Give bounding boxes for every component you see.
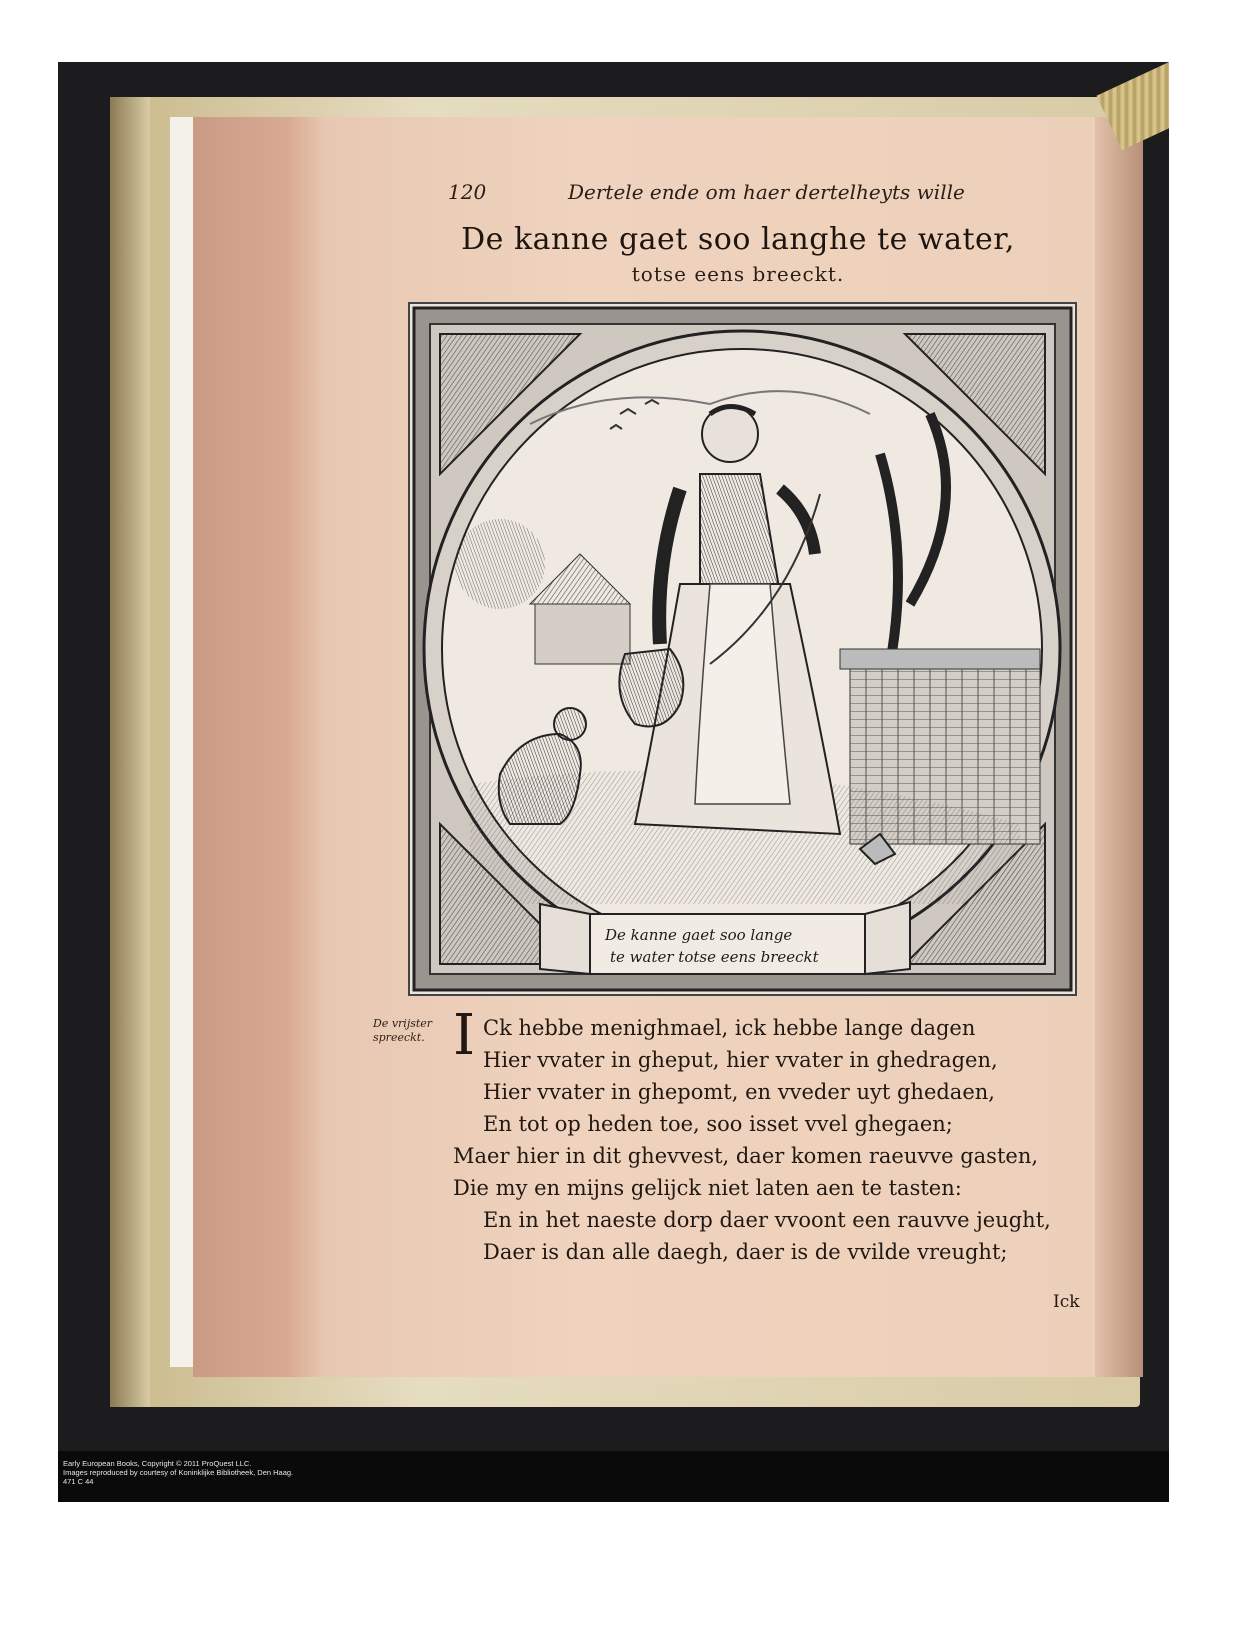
book-scan [58, 62, 1169, 1451]
page-edge [1095, 117, 1143, 1377]
poem-line: Daer is dan alle daegh, daer is de vvilde vreught; [483, 1240, 1008, 1264]
emblem-title: De kanne gaet soo langhe te water, [461, 222, 1015, 257]
poem-line: Hier vvater in gheput, hier vvater in ghedragen, [483, 1048, 998, 1072]
running-title: Dertele ende om haer dertelheyts wille [568, 180, 965, 204]
house [535, 604, 630, 664]
engraving-illustration [410, 304, 1075, 994]
catchword: Ick [1053, 1292, 1080, 1312]
jug [619, 649, 683, 727]
poem-line: Maer hier in dit ghevvest, daer komen raeuvve gasten, [453, 1144, 1039, 1168]
page-number: 120 [448, 180, 487, 204]
footer-line-2: Images reproduced by courtesy of Koninklijke Bibliotheek, Den Haag. [63, 1468, 294, 1477]
emblem-subtitle: totse eens breeckt. [631, 262, 845, 286]
margin-note-line-2: spreeckt. [373, 1031, 425, 1044]
engraving [408, 302, 1077, 996]
poem-line: En tot op heden toe, soo isset vvel ghegaen; [483, 1112, 953, 1136]
margin-note [373, 1017, 443, 1045]
banner-line-1: De kanne gaet soo lange [605, 926, 793, 944]
margin-note-line-1: De vrijster [373, 1017, 433, 1030]
spine-shadow [110, 97, 150, 1407]
poem-line: Ck hebbe menighmael, ick hebbe lange dagen [483, 1016, 976, 1040]
tree-left [455, 519, 545, 609]
poem-line: Die my en mijns gelijck niet laten aen te tasten: [453, 1176, 962, 1200]
drop-cap: I [453, 1003, 476, 1068]
poem [453, 1003, 1073, 1268]
running-head [448, 180, 1008, 210]
copyright-footer [58, 1451, 1169, 1502]
footer-line-1: Early European Books, Copyright © 2011 ProQuest LLC. [63, 1459, 252, 1468]
footer-line-3: 471 C 44 [63, 1477, 94, 1486]
banner-line-2: te water totse eens breeckt [610, 948, 819, 966]
poem-line: En in het naeste dorp daer vvoont een rauvve jeught, [483, 1208, 1051, 1232]
poem-line: Hier vvater in ghepomt, en vveder uyt ghedaen, [483, 1080, 995, 1104]
banner-scroll-left [540, 904, 590, 974]
banner-scroll-right [865, 902, 910, 974]
